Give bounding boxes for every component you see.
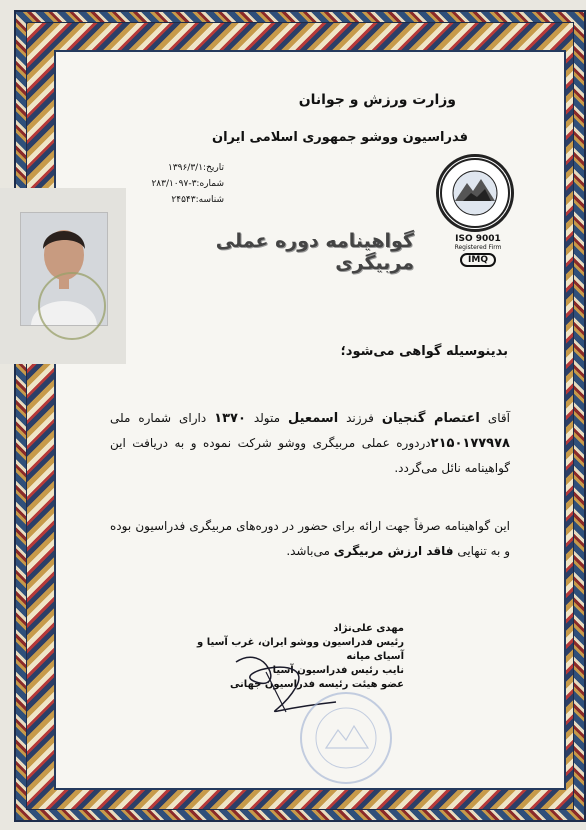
iso-badge [448,234,508,267]
iso-sub: Registered Firm [454,244,502,251]
certificate-title: گواهینامه دوره عملی مربیگری [215,230,414,274]
federation-logo-icon [436,154,514,232]
body-rest: دردوره عملی مربیگری ووشو شرکت نموده و به دریافت این گواهینامه نائل می‌گردد. [110,436,510,475]
certificate-body [110,406,510,481]
certify-line: بدینوسیله گواهی می‌شود؛ [340,344,508,359]
ministry-heading: وزارت ورزش و جوانان [298,92,456,108]
meta-id: شناسه:۲۴۵۴۳ [171,195,224,205]
note-part-a: این گواهینامه صرفاً جهت ارائه برای حضور در دوره‌های مربیگری فدراسیون بوده و به تنهایی [110,519,510,558]
meta-date: تاریخ:۱۳۹۶/۳/۱ [167,163,224,173]
child-of: فرزند [346,411,374,425]
national-id: ۲۱۵۰۱۷۷۹۷۸ [430,436,510,451]
holder-name: اعتصام گنجیان [381,411,480,426]
signatory-name: مهدی علی‌نژاد [333,623,404,634]
signatory-title-3: عضو هیئت رئیسه فدراسیون جهانی [229,679,404,690]
federation-stamp-icon [300,692,392,784]
note-part-c: می‌باشد. [286,544,330,558]
meta-number: شماره:۳-۲۸۳/۱۰۹۷ [151,179,224,189]
iso-label: ISO 9001 [455,234,501,244]
federation-heading: فدراسیون ووشو جمهوری اسلامی ایران [211,130,468,145]
id-label: دارای شماره ملی [110,411,207,425]
photo-panel [0,188,126,364]
born-label: متولد [253,411,281,425]
born-year: ۱۳۷۰ [214,411,246,426]
certificate-note [110,514,510,564]
note-emphasis: فاقد ارزش مربیگری [333,544,454,558]
father-name: اسمعیل [287,411,339,426]
imq-logo: IMQ [460,253,496,267]
body-prefix: آقای [487,411,510,425]
photo-stamp-icon [38,272,106,340]
certificate-paper [54,50,566,790]
signatory-title-1: رئیس فدراسیون ووشو ایران، غرب آسیا و آسیای میانه [197,637,404,662]
signatory-title-2: نایب رئیس فدراسیون آسیا [272,665,404,676]
